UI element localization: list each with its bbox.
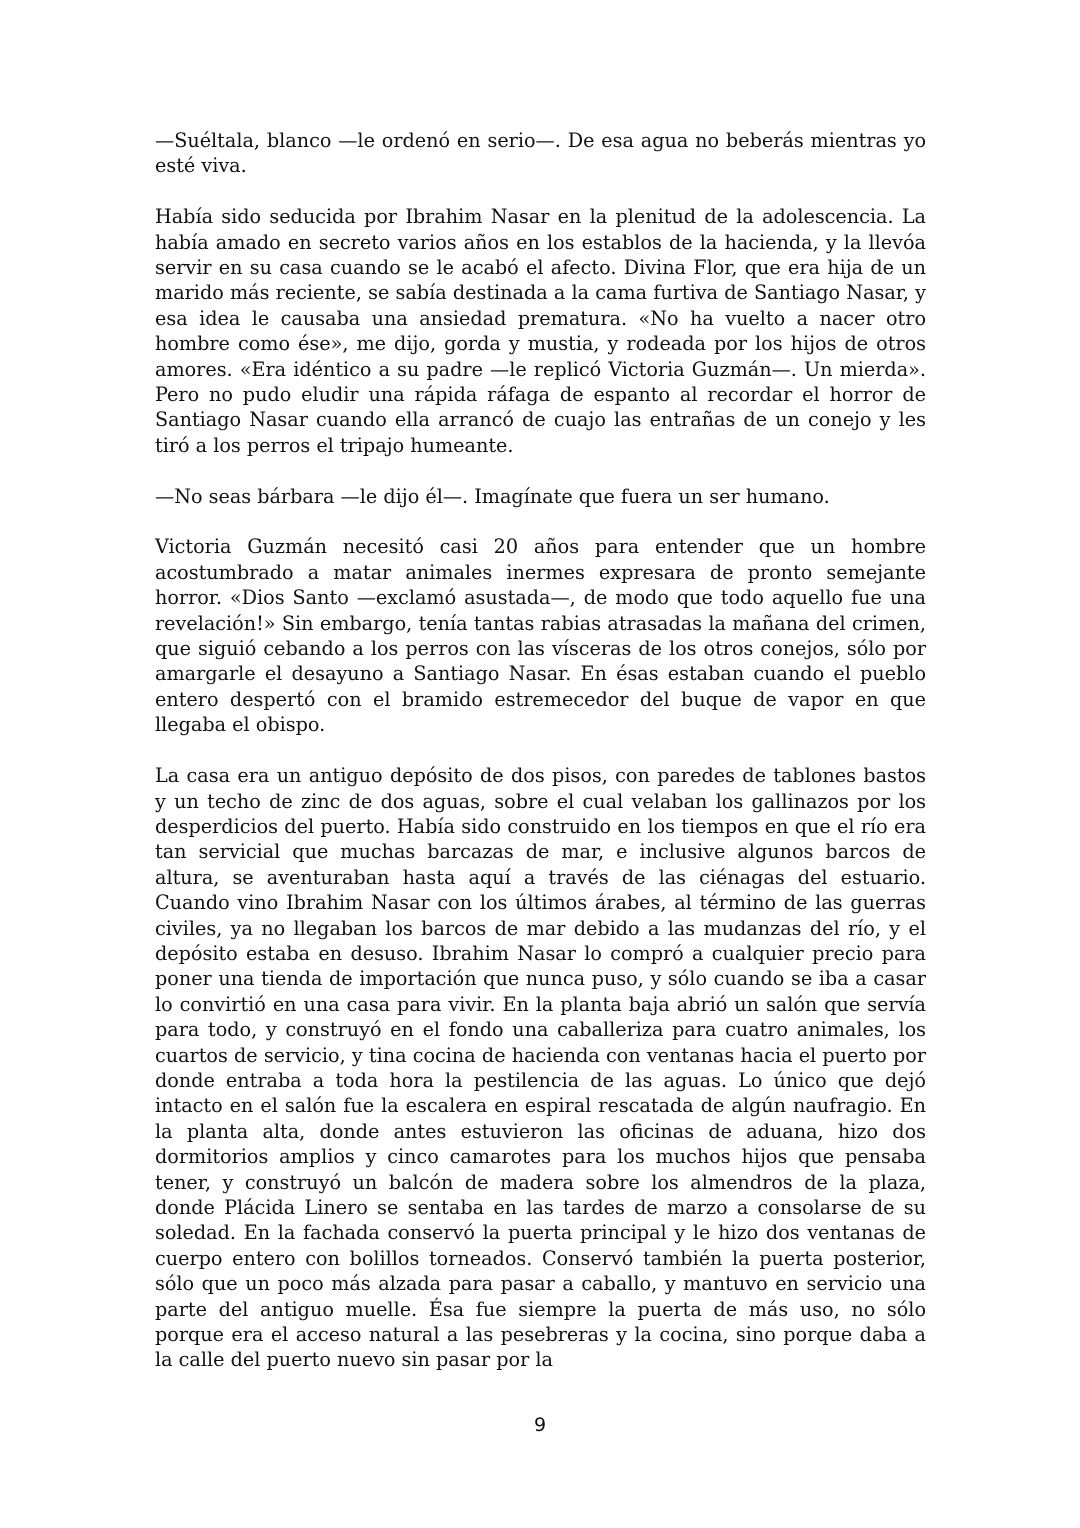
paragraph: —Suéltala, blanco —le ordenó en serio—. De esa agua no beberás mientras yo esté viva. <box>155 129 926 178</box>
paragraph: Había sido seducida por Ibrahim Nasar en la plenitud de la adolescencia. La había amado en secreto varios años en los establos de la hacienda, y la llevóa servir en su casa cuando se le acabó el afecto. Divina Flor, que era hija de un marido más reciente, se sabía destinada a la cama furtiva de Santiago Nasar, y esa idea le causaba una ansiedad prematura. «No ha vuelto a nacer otro hombre como ése», me dijo, gorda y mustia, y rodeada por los hijos de otros amores. «Era idéntico a su padre —le replicó Victoria Guzmán—. Un mierda». Pero no pudo eludir una rápida ráfaga de espanto al recordar el horror de Santiago Nasar cuando ella arrancó de cuajo las entrañas de un conejo y les tiró a los perros el tripajo humeante. <box>155 205 926 457</box>
document-body <box>155 128 926 1398</box>
paragraph: La casa era un antiguo depósito de dos pisos, con paredes de tablones bastos y un techo de zinc de dos aguas, sobre el cual velaban los gallinazos por los desperdicios del puerto. Había sido construido en los tiempos en que el río era tan servicial que muchas barcazas de mar, e inclusive algunos barcos de altura, se aventuraban hasta aquí a través de las ciénagas del estuario. Cuando vino Ibrahim Nasar con los últimos árabes, al término de las guerras civiles, ya no llegaban los barcos de mar debido a las mudanzas del río, y el depósito estaba en desuso. Ibrahim Nasar lo compró a cualquier precio para poner una tienda de importación que nunca puso, y sólo cuando se iba a casar lo convirtió en una casa para vivir. En la planta baja abrió un salón que servía para todo, y construyó en el fondo una caballeriza para cuatro animales, los cuartos de servicio, y tina cocina de hacienda con ventanas hacia el puerto por donde entraba a toda hora la pestilencia de las aguas. Lo único que dejó intacto en el salón fue la escalera en espiral rescatada de algún naufragio. En la planta alta, donde antes estuvieron las oficinas de aduana, hizo dos dormitorios amplios y cinco camarotes para los muchos hijos que pensaba tener, y construyó un balcón de madera sobre los almendros de la plaza, donde Plácida Linero se sentaba en las tardes de marzo a consolarse de su soledad. En la fachada conservó la puerta principal y le hizo dos ventanas de cuerpo entero con bolillos torneados. Conservó también la puerta posterior, sólo que un poco más alzada para pasar a caballo, y mantuvo en servicio una parte del antiguo muelle. Ésa fue siempre la puerta de más uso, no sólo porque era el acceso natural a las pesebreras y la cocina, sino porque daba a la calle del puerto nuevo sin pasar por la <box>155 764 926 1372</box>
paragraph: Victoria Guzmán necesitó casi 20 años para entender que un hombre acostumbrado a matar animales inermes expresara de pronto semejante horror. «Dios Santo —exclamó asustada—, de modo que todo aquello fue una revelación!» Sin embargo, tenía tantas rabias atrasadas la mañana del crimen, que siguió cebando a los perros con las vísceras de los otros conejos, sólo por amargarle el desayuno a Santiago Nasar. En ésas estaban cuando el pueblo entero despertó con el bramido estremecedor del buque de vapor en que llegaba el obispo. <box>155 535 926 737</box>
page-number: 9 <box>533 1414 547 1436</box>
paragraph: —No seas bárbara —le dijo él—. Imagínate que fuera un ser humano. <box>155 484 830 508</box>
